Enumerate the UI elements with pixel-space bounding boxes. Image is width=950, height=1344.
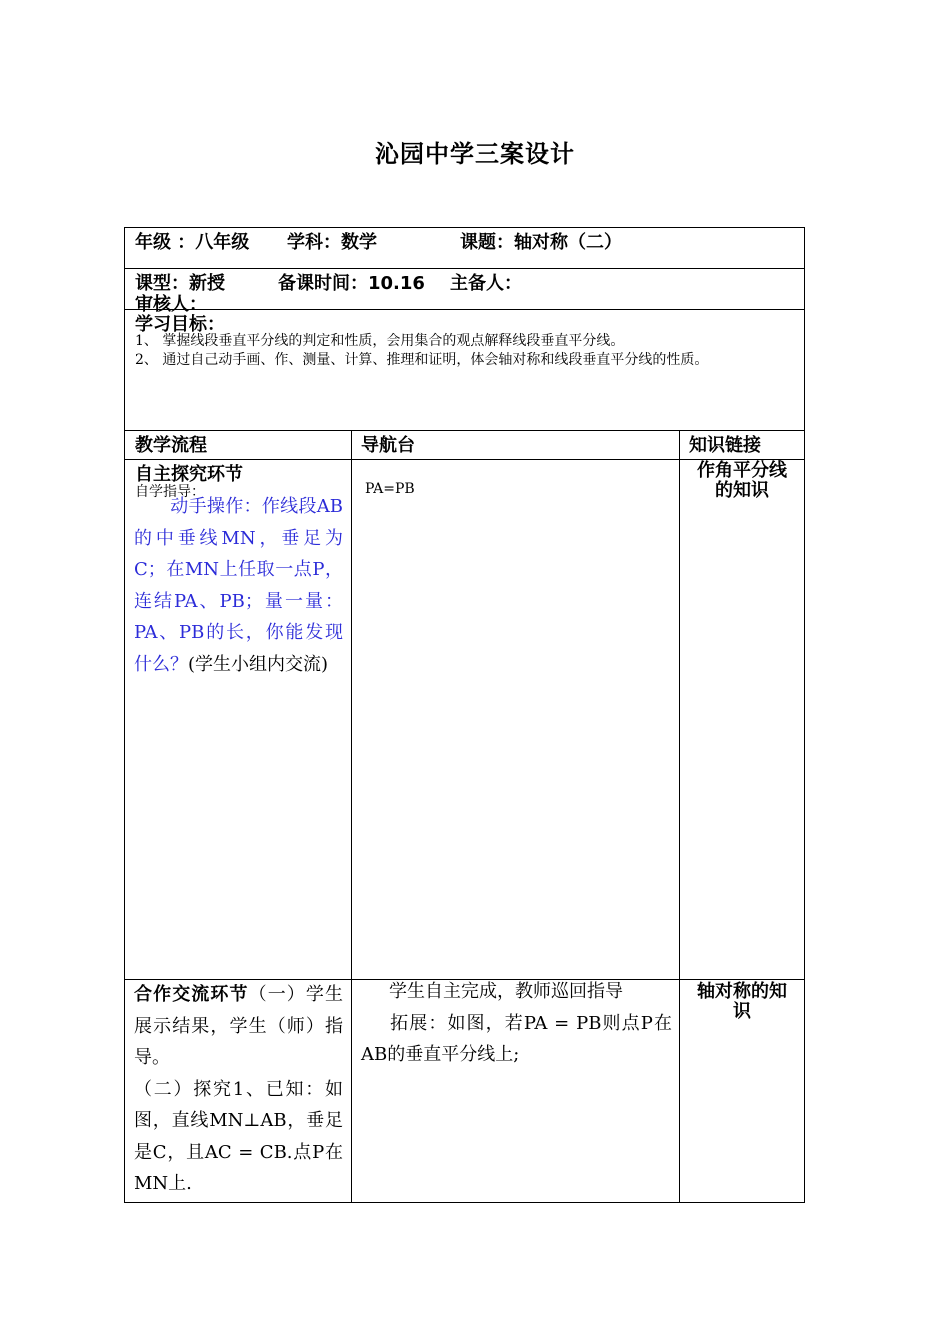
section2-nav [361, 976, 672, 1071]
section2-intro: （一）学生展示结果，学生（师）指导。 [134, 984, 344, 1068]
section1-nav-text: PA=PB [365, 481, 415, 497]
section2-link-text: 轴对称的知识 [697, 981, 787, 1022]
topic-label: 课题：轴对称（二） [460, 232, 622, 253]
section1-instructions: 动手操作：作线段AB的中垂线MN，垂足为C；在MN上任取一点P，连结PA、PB；量一量：PA、PB的长，你能发现什么？ [134, 496, 343, 675]
section2-body [134, 979, 343, 1200]
subject-label: 学科：数学 [287, 232, 377, 253]
section2-nav-line1: 学生自主完成，教师巡回指导 [389, 981, 623, 1002]
reviewer-label: 审核人： [135, 294, 207, 315]
objectives-heading: 学习目标： [135, 314, 225, 335]
section2-explore: （二）探究1、已知：如图，直线MN⊥AB，垂足是C，且AC = CB.点P在MN上. [134, 1078, 343, 1194]
section1-link-text: 作角平分线的知识 [697, 460, 787, 501]
objective-item: 2、 通过自己动手画、作、测量、计算、推理和证明，体会轴对称和线段垂直平分线的性质。 [135, 352, 709, 368]
section1-sub: 自学指导： [135, 484, 205, 500]
grade-label: 年级 ：八年级 [135, 232, 250, 253]
column-header-nav: 导航台 [361, 435, 415, 456]
page-title: 沁园中学三案设计 [375, 139, 575, 168]
objective-item: 1、 掌握线段垂直平分线的判定和性质，会用集合的观点解释线段垂直平分线。 [135, 333, 625, 349]
prep-time-label: 备课时间：10.16 [278, 273, 425, 294]
section1-note: (学生小组内交流) [188, 653, 329, 675]
section1-heading: 自主探究环节 [135, 464, 243, 485]
section1-body [134, 491, 343, 680]
column-header-flow: 教学流程 [135, 435, 207, 456]
section2-heading: 合作交流环节 [134, 984, 249, 1005]
column-header-link: 知识链接 [689, 435, 761, 456]
main-preparer-label: 主备人： [450, 273, 522, 294]
section2-nav-line2: 拓展：如图，若PA = PB则点P在AB的垂直平分线上; [361, 1012, 672, 1065]
lesson-type-label: 课型：新授 [135, 273, 225, 294]
